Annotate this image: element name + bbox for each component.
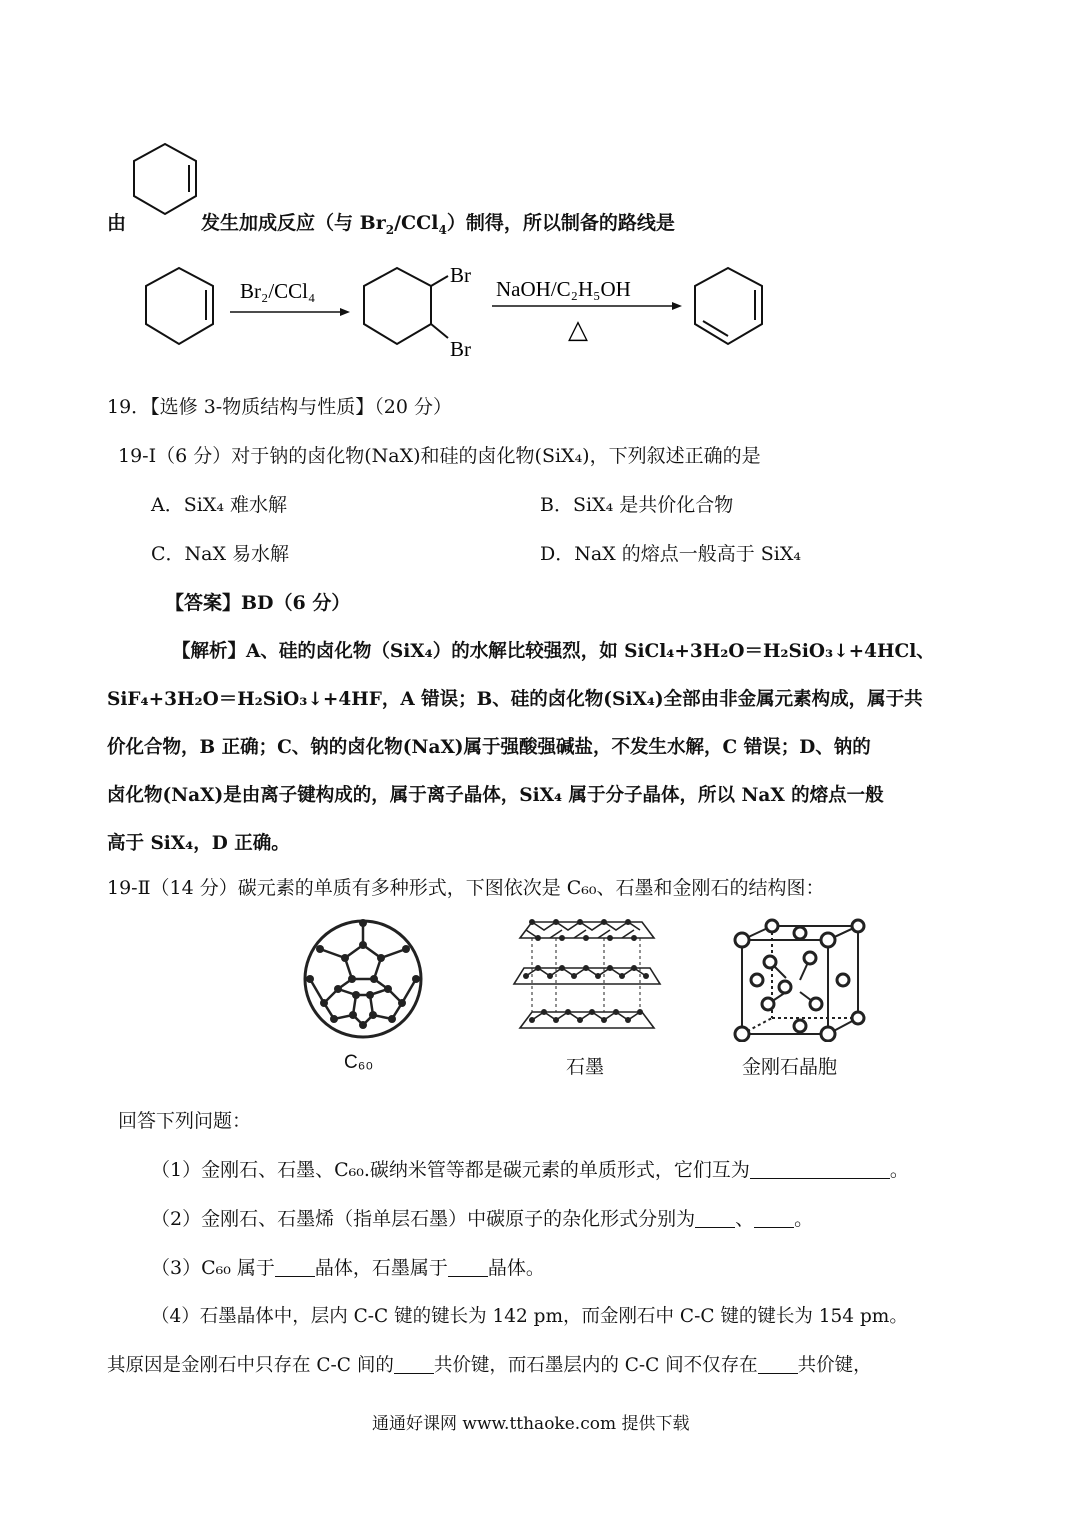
question-3-part-c: 晶体。	[487, 1257, 545, 1279]
c60-figure	[298, 915, 428, 1043]
diamond-unit-cell-figure	[728, 918, 868, 1042]
question-1	[151, 1155, 909, 1182]
question-3	[151, 1253, 545, 1280]
analysis-line-1: 【解析】A、硅的卤化物（SiX₄）的水解比较强烈，如 SiCl₄+3H₂O＝H₂SiO₃↓+4HCl、	[172, 641, 935, 662]
intro-text-mid: /CCl	[394, 212, 439, 234]
question-3-part-b: 晶体，石墨属于	[314, 1257, 448, 1279]
caption-diamond: 金刚石晶胞	[742, 1057, 838, 1078]
option-b: B．SiX₄ 是共价化合物	[540, 494, 734, 516]
answer-blank-2b[interactable]	[754, 1207, 794, 1228]
graphite-figure	[512, 910, 662, 1040]
q19-1-stem: 19-Ⅰ（6 分）对于钠的卤化物(NaX)和硅的卤化物(SiX₄)，下列叙述正确的是	[118, 445, 761, 467]
answer-blank-2a[interactable]	[695, 1207, 735, 1228]
question-1-end: 。	[889, 1159, 909, 1181]
page-footer: 通通好课网 www.tthaoke.com 提供下载	[372, 1414, 690, 1434]
br-bottom-label: Br	[450, 337, 471, 361]
reaction-scheme	[140, 258, 780, 362]
question-4-line-1: （4）石墨晶体中，层内 C-C 键的键长为 142 pm，而金刚石中 C-C 键的键长为 154 pm。	[151, 1306, 908, 1327]
cyclohexene-ring	[146, 268, 213, 344]
option-c: C．NaX 易水解	[151, 543, 290, 565]
question-4-line-2	[107, 1351, 872, 1377]
option-a: A．SiX₄ 难水解	[151, 494, 287, 516]
answer-blank-4a[interactable]	[394, 1353, 434, 1374]
question-2-end: 。	[794, 1208, 814, 1230]
answer-blank-1[interactable]	[750, 1158, 890, 1179]
question-2-text: （2）金刚石、石墨烯（指单层石墨）中碳原子的杂化形式分别为	[151, 1208, 696, 1230]
intro-prefix: 由	[107, 212, 127, 234]
answer-line: 【答案】BD（6 分）	[165, 592, 351, 614]
reagent-2: NaOH/C₂H₅OH	[496, 277, 631, 301]
question-4-part-c: 共价键，	[797, 1355, 872, 1376]
answer-blank-3b[interactable]	[448, 1256, 488, 1277]
intro-text-before: 发生加成反应（与 Br	[201, 212, 386, 234]
analysis-line-5: 高于 SiX₄，D 正确。	[107, 833, 290, 854]
question-2-sep: 、	[735, 1208, 755, 1230]
q19-heading: 19．【选修 3-物质结构与性质】（20 分）	[107, 396, 452, 418]
cyclohexene-structure	[128, 140, 202, 218]
question-4-part-b: 共价键，而石墨层内的 C-C 间不仅存在	[433, 1355, 758, 1376]
dibromocyclohexane-ring	[364, 268, 431, 344]
analysis-line-2: SiF₄+3H₂O＝H₂SiO₃↓+4HF，A 错误；B、硅的卤化物(SiX₄)全部由非金属元素构成，属于共	[107, 689, 923, 710]
br-top-label: Br	[450, 263, 471, 287]
analysis-line-3: 价化合物，B 正确；C、钠的卤化物(NaX)属于强酸强碱盐，不发生水解，C 错误；D、钠的	[107, 737, 871, 758]
answer-blank-3a[interactable]	[275, 1256, 315, 1277]
question-3-part-a: （3）C₆₀ 属于	[151, 1257, 275, 1279]
question-4-part-a: 其原因是金刚石中只存在 C-C 间的	[107, 1355, 394, 1376]
option-d: D．NaX 的熔点一般高于 SiX₄	[540, 543, 802, 565]
analysis-line-4: 卤化物(NaX)是由离子键构成的，属于离子晶体，SiX₄ 属于分子晶体，所以 NaX 的熔点一般	[107, 785, 884, 806]
caption-c60: C₆₀	[344, 1052, 374, 1073]
heat-symbol: △	[568, 315, 588, 344]
question-2	[151, 1204, 813, 1231]
q19-2-stem: 19-Ⅱ（14 分）碳元素的单质有多种形式，下图依次是 C₆₀、石墨和金刚石的结构图：	[107, 877, 825, 899]
intro-text-after: ）制得，所以制备的路线是	[446, 212, 675, 234]
reagent-1: Br₂/CCl₄	[240, 279, 316, 303]
cyclohexadiene-ring	[695, 268, 762, 344]
caption-graphite: 石墨	[566, 1057, 605, 1078]
intro-sub-2: 2	[385, 222, 395, 237]
answer-prompt: 回答下列问题：	[118, 1110, 252, 1132]
question-1-text: （1）金刚石、石墨、C₆₀.碳纳米管等都是碳元素的单质形式，它们互为	[151, 1159, 750, 1181]
intro-sub-4: 4	[438, 222, 447, 237]
answer-blank-4b[interactable]	[758, 1353, 798, 1374]
intro-line	[107, 208, 675, 237]
